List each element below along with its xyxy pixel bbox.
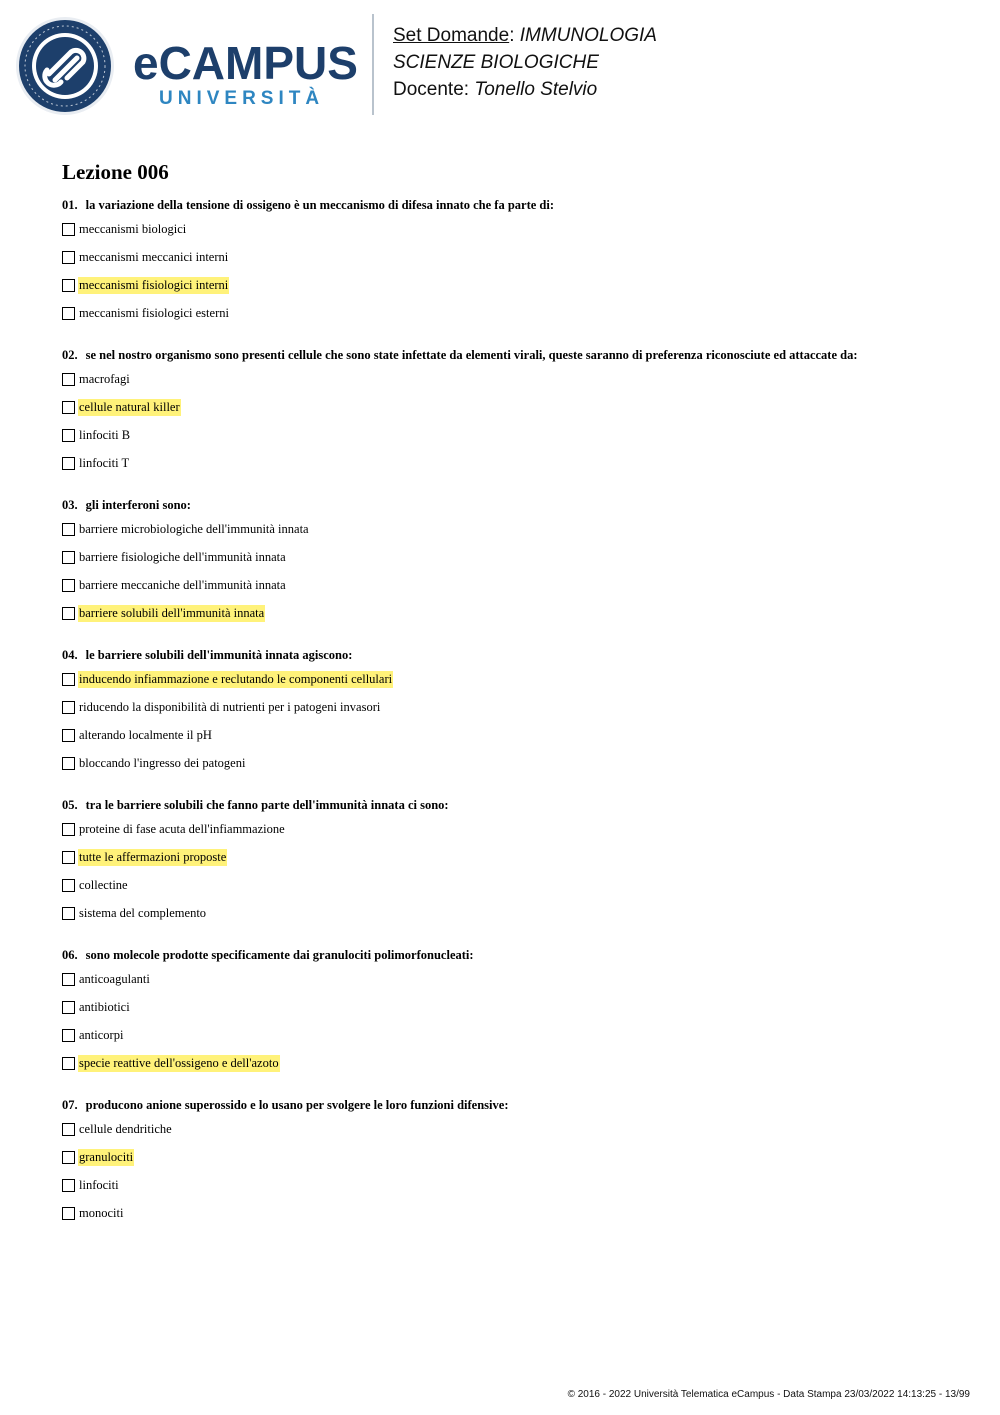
checkbox[interactable] xyxy=(62,729,75,742)
answer-option[interactable] xyxy=(62,399,962,427)
option-label: antibiotici xyxy=(79,1000,130,1014)
brand-name: eCAMPUS xyxy=(133,37,358,89)
answer-option[interactable] xyxy=(62,605,962,633)
checkbox[interactable] xyxy=(62,223,75,236)
question-text: le barriere solubili dell'immunità innata agiscono: xyxy=(85,648,353,662)
option-label: collectine xyxy=(79,878,128,892)
checkbox[interactable] xyxy=(62,1001,75,1014)
option-label: alterando localmente il pH xyxy=(79,728,212,742)
question-number: 06. xyxy=(62,948,78,962)
checkbox[interactable] xyxy=(62,879,75,892)
checkbox[interactable] xyxy=(62,373,75,386)
teacher-line xyxy=(393,76,657,103)
answer-option[interactable] xyxy=(62,521,962,549)
question-text: la variazione della tensione di ossigeno è un meccanismo di difesa innato che fa parte di: xyxy=(85,198,555,212)
answer-option[interactable] xyxy=(62,277,962,305)
question-text: se nel nostro organismo sono presenti cellule che sono state infettate da elementi virali, queste saranno di preferenza riconosciute ed attaccate da: xyxy=(85,348,858,362)
question-list xyxy=(62,196,962,1233)
option-label: meccanismi fisiologici esterni xyxy=(79,306,229,320)
question-text: gli interferoni sono: xyxy=(85,498,191,512)
answer-option[interactable] xyxy=(62,577,962,605)
option-label: tutte le affermazioni proposte xyxy=(79,850,227,864)
answer-option[interactable] xyxy=(62,1055,962,1083)
checkbox[interactable] xyxy=(62,401,75,414)
option-label: linfociti B xyxy=(79,428,131,442)
question-number: 03. xyxy=(62,498,78,512)
question xyxy=(62,196,962,346)
answer-option[interactable] xyxy=(62,999,962,1027)
option-label: monociti xyxy=(79,1206,124,1220)
option-label: anticorpi xyxy=(79,1028,124,1042)
question xyxy=(62,646,962,796)
option-label: proteine di fase acuta dell'infiammazione xyxy=(79,822,285,836)
option-label: meccanismi fisiologici interni xyxy=(79,278,229,292)
option-label: barriere microbiologiche dell'immunità innata xyxy=(79,522,309,536)
answer-option[interactable] xyxy=(62,821,962,849)
answer-option[interactable] xyxy=(62,221,962,249)
option-label: macrofagi xyxy=(79,372,130,386)
answer-option[interactable] xyxy=(62,1121,962,1149)
question-number: 05. xyxy=(62,798,78,812)
question-text: sono molecole prodotte specificamente dai granulociti polimorfonucleati: xyxy=(85,948,474,962)
checkbox[interactable] xyxy=(62,851,75,864)
question-text: tra le barriere solubili che fanno parte dell'immunità innata ci sono: xyxy=(85,798,449,812)
set-line: Set Domande: IMMUNOLOGIA xyxy=(393,25,657,46)
option-label: granulociti xyxy=(79,1150,134,1164)
option-label: cellule natural killer xyxy=(79,400,180,414)
checkbox[interactable] xyxy=(62,523,75,536)
teacher-name: Tonello Stelvio xyxy=(474,79,598,100)
answer-option[interactable] xyxy=(62,877,962,905)
answer-option[interactable] xyxy=(62,727,962,755)
course-name: SCIENZE BIOLOGICHE xyxy=(393,52,599,73)
option-label: linfociti xyxy=(79,1178,119,1192)
header-info xyxy=(393,22,657,103)
option-label: bloccando l'ingresso dei patogeni xyxy=(79,756,246,770)
question xyxy=(62,496,962,646)
option-label: sistema del complemento xyxy=(79,906,207,920)
answer-option[interactable] xyxy=(62,699,962,727)
checkbox[interactable] xyxy=(62,673,75,686)
option-label: meccanismi meccanici interni xyxy=(79,250,229,264)
checkbox[interactable] xyxy=(62,251,75,264)
checkbox[interactable] xyxy=(62,457,75,470)
page-footer: © 2016 - 2022 Università Telematica eCampus - Data Stampa 23/03/2022 14:13:25 - 13/99 xyxy=(567,1389,970,1400)
question xyxy=(62,796,962,946)
ecampus-seal-logo xyxy=(15,16,115,116)
option-label: riducendo la disponibilità di nutrienti per i patogeni invasori xyxy=(79,700,381,714)
option-label: specie reattive dell'ossigeno e dell'azoto xyxy=(79,1056,279,1070)
checkbox[interactable] xyxy=(62,279,75,292)
answer-option[interactable] xyxy=(62,849,962,877)
checkbox[interactable] xyxy=(62,607,75,620)
option-label: cellule dendritiche xyxy=(79,1122,172,1136)
checkbox[interactable] xyxy=(62,1207,75,1220)
answer-option[interactable] xyxy=(62,971,962,999)
answer-option[interactable] xyxy=(62,1205,962,1233)
set-label: Set Domande xyxy=(393,25,510,46)
option-label: meccanismi biologici xyxy=(79,222,187,236)
option-label: barriere solubili dell'immunità innata xyxy=(79,606,265,620)
answer-option[interactable] xyxy=(62,249,962,277)
lesson-title: Lezione 006 xyxy=(62,160,169,184)
checkbox[interactable] xyxy=(62,1123,75,1136)
answer-option[interactable] xyxy=(62,371,962,399)
checkbox[interactable] xyxy=(62,1179,75,1192)
question xyxy=(62,1096,962,1233)
question-number: 02. xyxy=(62,348,78,362)
checkbox[interactable] xyxy=(62,1029,75,1042)
question-number: 01. xyxy=(62,198,78,212)
checkbox[interactable] xyxy=(62,973,75,986)
checkbox[interactable] xyxy=(62,579,75,592)
checkbox[interactable] xyxy=(62,307,75,320)
brand-subtitle: UNIVERSITÀ xyxy=(159,88,325,109)
option-label: inducendo infiammazione e reclutando le componenti cellulari xyxy=(79,672,393,686)
checkbox[interactable] xyxy=(62,1151,75,1164)
answer-option[interactable] xyxy=(62,305,962,333)
option-label: linfociti T xyxy=(79,456,130,470)
question xyxy=(62,346,962,496)
answer-option[interactable] xyxy=(62,427,962,455)
answer-option[interactable] xyxy=(62,1149,962,1177)
answer-option[interactable] xyxy=(62,549,962,577)
question xyxy=(62,946,962,1096)
answer-option[interactable] xyxy=(62,905,962,933)
question-text: producono anione superossido e lo usano per svolgere le loro funzioni difensive: xyxy=(85,1098,509,1112)
answer-option[interactable] xyxy=(62,755,962,783)
checkbox[interactable] xyxy=(62,907,75,920)
teacher-label: Docente: xyxy=(393,79,470,100)
checkbox[interactable] xyxy=(62,757,75,770)
question-number: 07. xyxy=(62,1098,78,1112)
option-label: barriere fisiologiche dell'immunità innata xyxy=(79,550,286,564)
answer-option[interactable] xyxy=(62,1177,962,1205)
checkbox[interactable] xyxy=(62,823,75,836)
checkbox[interactable] xyxy=(62,701,75,714)
ecampus-wordmark xyxy=(133,37,358,112)
header-divider xyxy=(372,14,374,115)
course-line xyxy=(393,49,657,76)
set-value: IMMUNOLOGIA xyxy=(519,25,657,46)
answer-option[interactable] xyxy=(62,455,962,483)
option-label: anticoagulanti xyxy=(79,972,150,986)
question-number: 04. xyxy=(62,648,78,662)
checkbox[interactable] xyxy=(62,429,75,442)
checkbox[interactable] xyxy=(62,1057,75,1070)
answer-option[interactable] xyxy=(62,1027,962,1055)
option-label: barriere meccaniche dell'immunità innata xyxy=(79,578,286,592)
checkbox[interactable] xyxy=(62,551,75,564)
answer-option[interactable] xyxy=(62,671,962,699)
